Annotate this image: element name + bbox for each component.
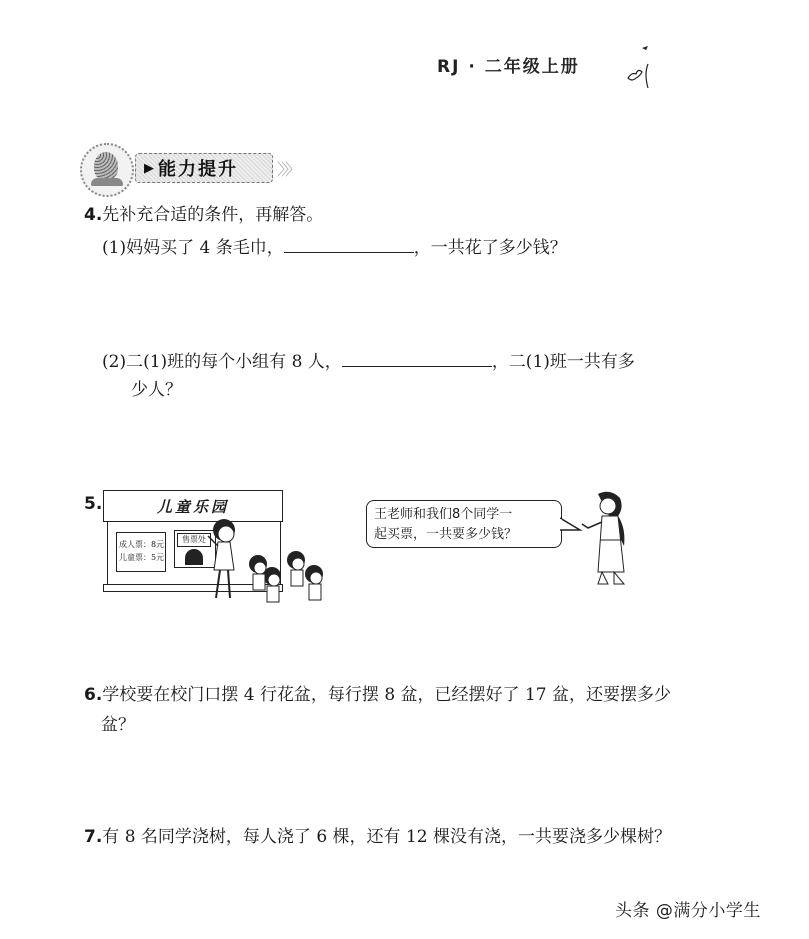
question-text: 先补充合适的条件，再解答。	[102, 205, 324, 225]
question-4-part-2	[102, 348, 635, 374]
part-label: (2)	[102, 352, 127, 372]
section-title: 能力提升	[158, 159, 238, 180]
question-4-part-2-continuation: 少人？	[131, 380, 182, 400]
question-number: 6.	[84, 685, 103, 705]
part-text: ，二(1)班一共有多	[491, 352, 635, 372]
part-label: (1)	[102, 238, 127, 258]
question-text: 学校要在校门口摆 4 行花盆，每行摆 8 盆，已经摆好了 17 盆，还要摆多少	[102, 685, 671, 705]
chevrons-icon: 〉〉〉	[277, 160, 298, 179]
question-number: 7.	[84, 827, 103, 847]
question-number: 4.	[84, 205, 103, 225]
speech-bubble	[366, 500, 562, 548]
question-6-line-1	[84, 683, 671, 707]
section-title-bar	[135, 153, 273, 183]
play-triangle-icon: ▶	[144, 160, 154, 176]
answer-blank-2[interactable]	[342, 348, 492, 367]
adult-ticket-price: 成人票：8元	[119, 540, 165, 549]
price-board	[116, 532, 166, 572]
question-6-line-2: 盆？	[101, 715, 135, 735]
store-name: 儿童乐园	[156, 497, 229, 516]
corner-doodle-icon	[622, 42, 652, 92]
watermark: 头条 @满分小学生	[615, 901, 761, 921]
teacher-icon	[580, 490, 640, 590]
book-header-label: RJ · 二年级上册	[437, 57, 580, 77]
question-4-part-1	[102, 234, 567, 260]
question-5-number	[84, 492, 102, 516]
ticket-window-sign: 售票处	[177, 533, 211, 547]
child-ticket-price: 儿童票：5元	[119, 553, 165, 562]
section-avatar-icon	[80, 143, 134, 197]
part-text: ，一共花了多少钱？	[413, 238, 567, 258]
speech-line-1: 王老师和我们8个同学一	[374, 507, 513, 522]
part-text: 二(1)班的每个小组有 8 人，	[126, 352, 342, 372]
question-text: 有 8 名同学浇树，每人浇了 6 棵，还有 12 棵没有浇，一共要浇多少棵树？	[102, 827, 671, 847]
speech-line-2: 起买票，一共要多少钱？	[374, 527, 518, 542]
children-group-icon	[200, 512, 340, 612]
section-badge	[80, 143, 305, 193]
answer-blank-1[interactable]	[284, 234, 414, 253]
question-4-prompt	[84, 203, 323, 227]
part-text: 妈妈买了 4 条毛巾，	[126, 238, 284, 258]
question-number: 5.	[84, 494, 103, 514]
question-7-line-1	[84, 825, 671, 849]
